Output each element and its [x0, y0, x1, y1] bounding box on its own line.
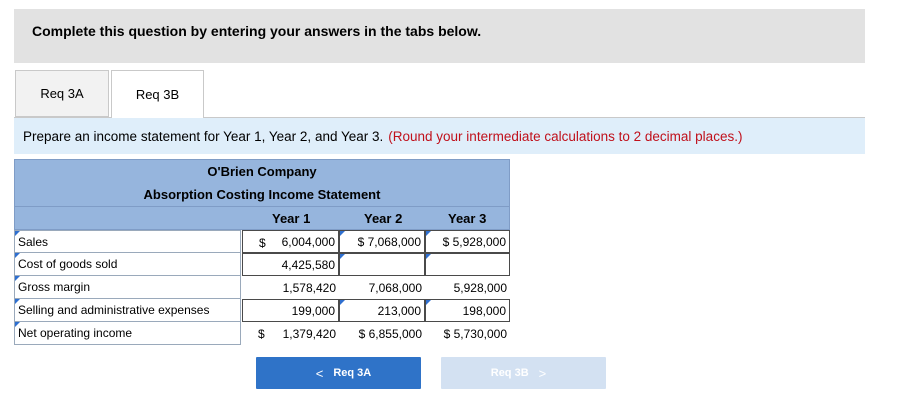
dropdown-marker-icon	[15, 253, 20, 258]
row-label-cell[interactable]	[14, 253, 241, 276]
table-row-net-operating-income	[14, 322, 510, 345]
row-label: Selling and administrative expenses	[18, 303, 210, 317]
row-label-cell[interactable]	[14, 299, 241, 322]
cell-value: 213,000	[377, 303, 421, 318]
cell-value: 1,379,420	[282, 326, 336, 341]
cell-value: 198,000	[462, 303, 506, 318]
cell-value: $ 6,855,000	[358, 326, 422, 341]
chevron-left-icon: <	[315, 365, 324, 381]
year-2-value	[339, 322, 425, 345]
year-2-input[interactable]	[339, 230, 425, 253]
question-header-text: Complete this question by entering your answers in the tabs below.	[32, 23, 482, 39]
cell-value: 6,004,000	[281, 234, 335, 249]
cell-value: $ 7,068,000	[357, 234, 421, 249]
dropdown-marker-icon	[15, 322, 20, 327]
statement-header	[14, 159, 510, 207]
cell-value: 199,000	[291, 303, 335, 318]
tab-req-3b[interactable]	[111, 70, 204, 118]
column-header-year-2: Year 2	[364, 211, 403, 226]
column-header-year-1: Year 1	[272, 211, 311, 226]
tab-label: Req 3A	[40, 86, 84, 101]
question-header	[14, 9, 865, 63]
income-statement	[14, 159, 510, 345]
dropdown-marker-icon	[426, 231, 431, 236]
year-3-input[interactable]	[425, 230, 510, 253]
dropdown-marker-icon	[15, 299, 20, 304]
tab-req-3a[interactable]	[15, 70, 109, 117]
cell-value: 7,068,000	[368, 280, 422, 295]
row-label: Gross margin	[18, 280, 91, 294]
row-label-cell[interactable]	[14, 230, 241, 253]
year-1-input[interactable]	[242, 253, 339, 276]
chevron-right-icon: >	[538, 365, 547, 381]
row-label: Cost of goods sold	[18, 257, 118, 271]
year-1-input[interactable]	[242, 299, 339, 322]
dollar-sign: $	[258, 327, 265, 341]
cell-value: 1,578,420	[282, 280, 336, 295]
statement-title: Absorption Costing Income Statement	[143, 187, 381, 202]
year-3-input[interactable]	[425, 253, 510, 276]
cell-value: 5,928,000	[453, 280, 507, 295]
instruction-note: (Round your intermediate calculations to 2 decimal places.)	[388, 128, 743, 144]
year-3-input[interactable]	[425, 299, 510, 322]
cell-value: $ 5,928,000	[442, 234, 506, 249]
dropdown-marker-icon	[426, 300, 431, 305]
row-label: Net operating income	[18, 326, 133, 340]
instruction-text: Prepare an income statement for Year 1, Year 2, and Year 3.	[23, 128, 384, 144]
table-row-gross-margin	[14, 276, 510, 299]
tab-label: Req 3B	[135, 87, 180, 102]
prev-req-button[interactable]	[256, 357, 421, 389]
cell-value: 4,425,580	[281, 257, 335, 272]
table-row-sales	[14, 230, 510, 253]
dropdown-marker-icon	[340, 300, 345, 305]
dropdown-marker-icon	[15, 276, 20, 281]
next-req-button[interactable]	[441, 357, 606, 389]
dropdown-marker-icon	[340, 254, 345, 259]
year-2-input[interactable]	[339, 299, 425, 322]
column-header-year-3: Year 3	[448, 211, 487, 226]
row-label: Sales	[18, 234, 49, 249]
row-label-cell[interactable]	[14, 322, 241, 345]
company-name: O'Brien Company	[207, 164, 317, 179]
dollar-sign: $	[259, 236, 266, 250]
dropdown-marker-icon	[340, 231, 345, 236]
year-1-value	[242, 322, 339, 345]
year-3-value	[425, 322, 510, 345]
instruction-banner	[14, 118, 865, 154]
year-1-input[interactable]	[242, 230, 339, 253]
prev-button-label: Req 3A	[333, 367, 372, 379]
dropdown-marker-icon	[426, 254, 431, 259]
table-row-selling-admin	[14, 299, 510, 322]
year-3-value	[425, 276, 510, 299]
year-2-input[interactable]	[339, 253, 425, 276]
year-2-value	[339, 276, 425, 299]
row-label-cell[interactable]	[14, 276, 241, 299]
year-1-value	[242, 276, 339, 299]
next-button-label: Req 3B	[490, 367, 529, 379]
cell-value: $ 5,730,000	[443, 326, 507, 341]
table-row-cogs	[14, 253, 510, 276]
column-header-row	[14, 207, 510, 230]
dropdown-marker-icon	[15, 231, 20, 236]
